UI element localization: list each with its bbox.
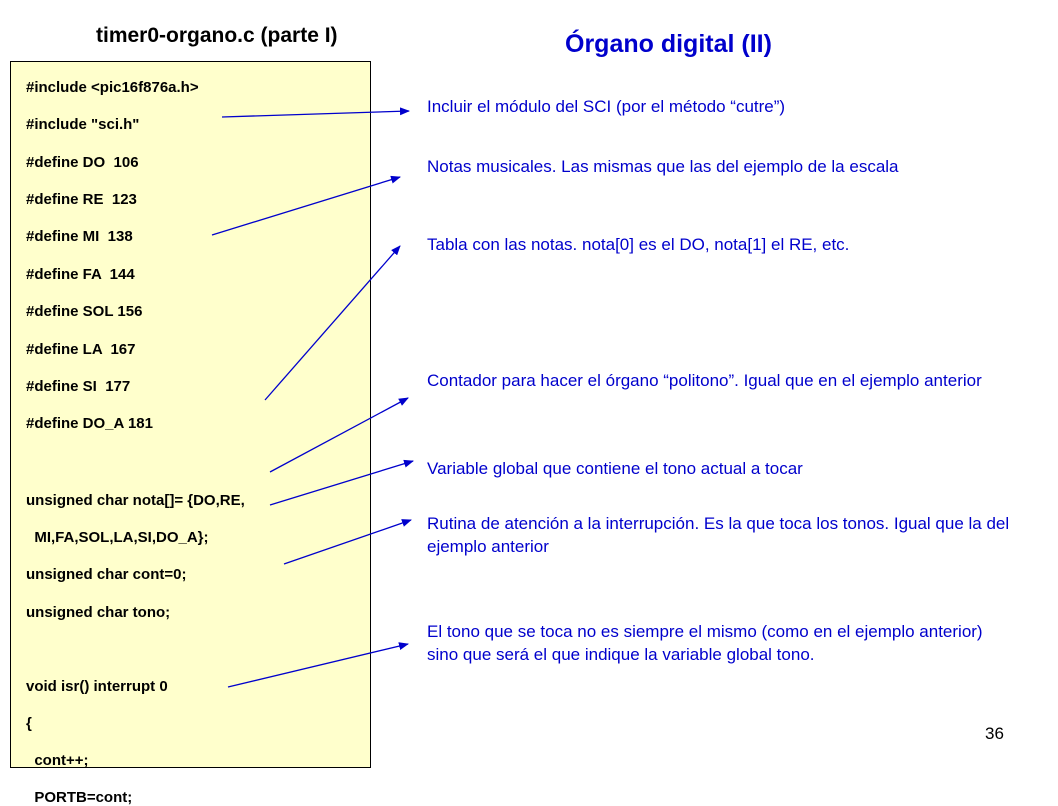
page-number: 36 [985, 724, 1004, 743]
note-sci-include: Incluir el módulo del SCI (por el método “cutre”) [427, 97, 786, 116]
note-global-tone: Variable global que contiene el tono actual a tocar [427, 459, 803, 478]
code-line: #define MI 138 [26, 228, 133, 245]
code-line: #define SI 177 [26, 378, 131, 395]
code-line: #define DO_A 181 [26, 415, 153, 432]
code-line: void isr() interrupt 0 [26, 678, 168, 695]
code-line: unsigned char tono; [26, 604, 171, 621]
note-counter: Contador para hacer el órgano “politono”. Igual que en el ejemplo anterior [427, 371, 982, 390]
code-line: { [26, 715, 32, 732]
code-line: #define DO 106 [26, 154, 139, 171]
code-line: PORTB=cont; [26, 789, 133, 806]
code-line: #define SOL 156 [26, 303, 143, 320]
code-line: cont++; [26, 752, 89, 769]
code-line: MI,FA,SOL,LA,SI,DO_A}; [26, 529, 209, 546]
note-musical-notes: Notas musicales. Las mismas que las del ejemplo de la escala [427, 157, 899, 176]
slide-title: Órgano digital (II) [565, 30, 772, 58]
code-line: #define FA 144 [26, 266, 135, 283]
note-variable-tone: El tono que se toca no es siempre el mismo (como en el ejemplo anterior) sino que será el que indique la variable global tono. [427, 622, 983, 664]
code-listing [10, 61, 371, 806]
code-title: timer0-organo.c (parte I) [96, 24, 338, 47]
code-line: #include <pic16f876a.h> [26, 79, 199, 96]
code-line: unsigned char nota[]= {DO,RE, [26, 492, 245, 509]
code-line: #include "sci.h" [26, 116, 140, 133]
code-line: unsigned char cont=0; [26, 566, 187, 583]
code-line: #define LA 167 [26, 341, 136, 358]
note-isr-routine: Rutina de atención a la interrupción. Es la que toca los tonos. Igual que la del ejemplo anterior [427, 514, 1010, 556]
code-line: #define RE 123 [26, 191, 137, 208]
note-notes-table: Tabla con las notas. nota[0] es el DO, nota[1] el RE, etc. [427, 235, 850, 254]
